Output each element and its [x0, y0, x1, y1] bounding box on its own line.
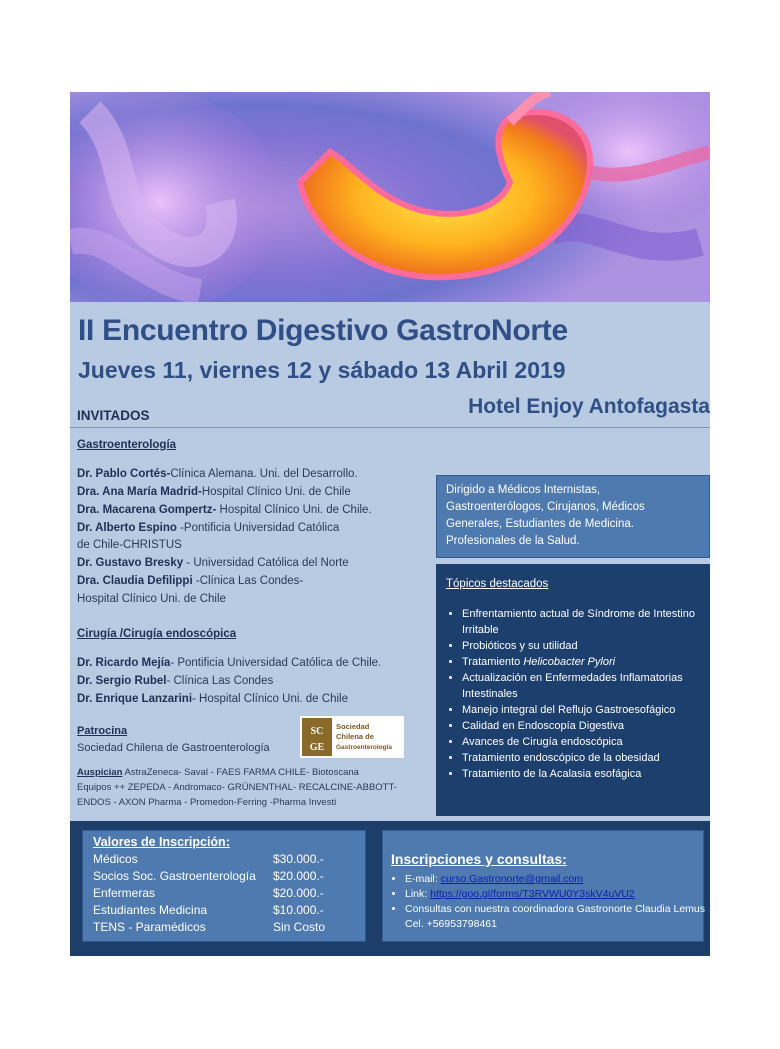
list-item: • Tratamiento endoscópico de la obesidad — [462, 750, 700, 766]
topics-heading: Tópicos destacados — [446, 578, 549, 590]
guest-row: Hospital Clínico Uni. de Chile — [77, 593, 226, 605]
guest-row: Dra. Claudia Defilippi -Clínica Las Condes- — [77, 575, 304, 587]
guest-row: Dr. Enrique Lanzarini- Hospital Clínico Uni. de Chile — [77, 693, 348, 705]
svg-text:GE: GE — [309, 742, 325, 753]
stomach-illustration — [70, 92, 710, 302]
svg-text:Gastroenterología: Gastroenterología — [336, 744, 392, 751]
event-dates: Jueves 11, viernes 12 y sábado 13 Abril 2019 — [78, 357, 566, 383]
list-item: • Tratamiento de la Acalasia esofágica — [462, 766, 700, 782]
guest-row: de Chile-CHRISTUS — [77, 539, 182, 551]
list-item: • Manejo integral del Reflujo Gastroesofágico — [462, 702, 700, 718]
gastro-heading: Gastroenterología — [77, 439, 177, 451]
auspician-block: Auspician AstraZeneca- Saval - FAES FARMA CHILE- Biotoscana Equipos ++ ZEPEDA - Andromaco- GRÜNENTHAL- RECALCINE-ABBOTT- ENDOS - AXON Pharma - Promedon-Ferring -Pharma Investi — [77, 767, 397, 808]
svg-text:SC: SC — [310, 726, 324, 737]
list-item: • Link: https://goo.gl/forms/T3RVWU0Y3skV4uVU2 — [405, 887, 705, 902]
form-link[interactable]: https://goo.gl/forms/T3RVWU0Y3skV4uVU2 — [430, 888, 635, 900]
list-item: • Enfrentamiento actual de Síndrome de Intestino Irritable — [462, 606, 700, 638]
registration-list — [391, 872, 705, 932]
guest-row: Dr. Gustavo Bresky - Universidad Católica del Norte — [77, 557, 349, 569]
stomach-image — [70, 92, 710, 302]
guest-row: Dra. Macarena Gompertz- Hospital Clínico Uni. de Chile. — [77, 504, 372, 516]
list-item: • Tratamiento Helicobacter Pylori — [462, 654, 700, 670]
svg-text:Sociedad: Sociedad — [336, 722, 370, 731]
fee-row: TENS - Paramédicos Sin Costo — [93, 920, 326, 934]
list-item: • Avances de Cirugía endoscópica — [462, 734, 700, 750]
poster — [70, 92, 710, 956]
fee-row: Socios Soc. Gastroenterología $20.000.- — [93, 869, 324, 883]
fee-row: Médicos $30.000.- — [93, 852, 324, 866]
fees-box — [82, 830, 366, 942]
society-logo — [300, 716, 404, 758]
topics-list — [446, 606, 700, 782]
registration-heading: Inscripciones y consultas: — [391, 851, 567, 867]
fee-row: Estudiantes Medicina $10.000.- — [93, 903, 324, 917]
invitados-heading: INVITADOS — [77, 408, 150, 423]
event-title: II Encuentro Digestivo GastroNorte — [78, 314, 568, 347]
topics-box — [436, 564, 710, 816]
divider — [70, 427, 710, 428]
list-item: • Actualización en Enfermedades Inflamatorias Intestinales — [462, 670, 700, 702]
list-item: • Consultas con nuestra coordinadora Gastronorte Claudia Lemus Cel. +56953798461 — [405, 902, 705, 932]
guest-row: Dr. Pablo Cortés-Clínica Alemana. Uni. del Desarrollo. — [77, 468, 358, 480]
guest-row: Dr. Sergio Rubel- Clínica Las Condes — [77, 675, 274, 687]
fee-row: Enfermeras $20.000.- — [93, 886, 324, 900]
registration-box — [382, 830, 704, 942]
audience-box: Dirigido a Médicos Internistas, Gastroenterólogos, Cirujanos, Médicos Generales, Estudiantes de Medicina. Profesionales de la Salud. — [436, 475, 710, 558]
list-item: • Calidad en Endoscopía Digestiva — [462, 718, 700, 734]
fees-heading: Valores de Inscripción: — [93, 835, 230, 849]
list-item: • Probióticos y su utilidad — [462, 638, 700, 654]
email-link[interactable]: curso.Gastronorte@gmail.com — [440, 873, 584, 885]
guest-row: Dr. Ricardo Mejía- Pontificia Universidad Católica de Chile. — [77, 657, 382, 669]
list-item: • E-mail: curso.Gastronorte@gmail.com — [405, 872, 705, 887]
cirugia-heading: Cirugía /Cirugía endoscópica — [77, 628, 237, 640]
patrocina-text: Sociedad Chilena de Gastroenterología — [77, 742, 270, 754]
guest-row: Dr. Alberto Espino -Pontificia Universidad Católica — [77, 522, 340, 534]
patrocina-heading: Patrocina — [77, 725, 128, 737]
guest-row: Dra. Ana María Madrid-Hospital Clínico Uni. de Chile — [77, 486, 351, 498]
svg-text:Chilena de: Chilena de — [336, 732, 374, 741]
event-venue: Hotel Enjoy Antofagasta — [468, 395, 710, 418]
